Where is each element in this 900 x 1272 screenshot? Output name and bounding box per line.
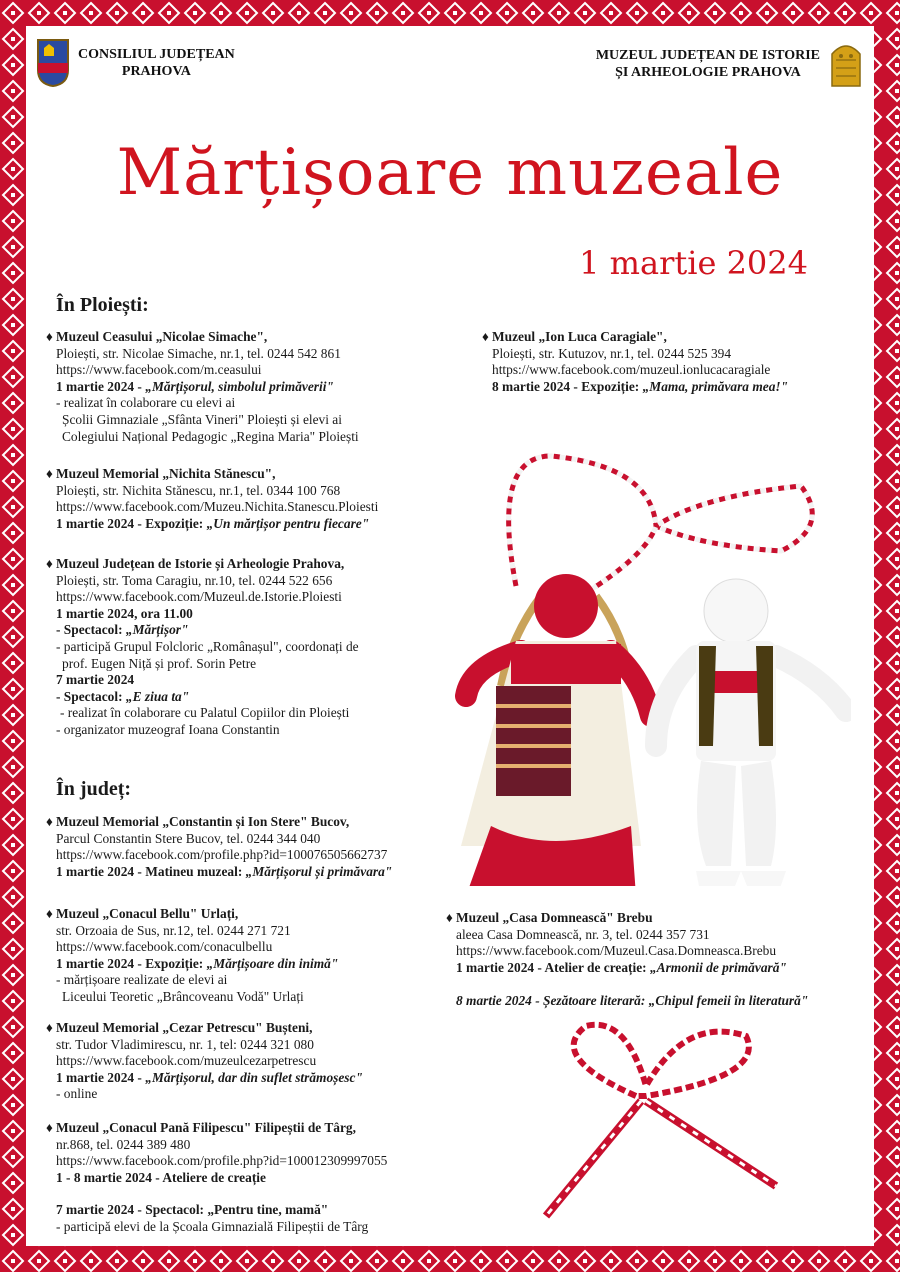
event-title: „Un mărțișor pentru fiecare": [206, 515, 370, 531]
event-title: „Mărțișorul, simbolul primăverii": [145, 378, 334, 394]
entry-name: Muzeul „Conacul Pană Filipescu" Filipeștii de Târg,: [56, 1120, 356, 1135]
event-date: 1 martie 2024 -: [56, 1069, 146, 1085]
entry-url[interactable]: https://www.facebook.com/Muzeul.Casa.Domneasca.Brebu: [456, 943, 777, 959]
coat-of-arms-icon: [36, 38, 70, 88]
event-note: - mărțișoare realizate de elevi ai: [56, 972, 228, 988]
entry-url[interactable]: https://www.facebook.com/muzeul.ionlucacaragiale: [492, 362, 771, 378]
entry-address: Ploiești, str. Nichita Stănescu, nr.1, tel. 0344 100 768: [56, 482, 341, 498]
boy-doll: [656, 579, 846, 886]
event-note: - online: [56, 1086, 98, 1102]
entry-address: Ploiești, str. Toma Caragiu, nr.10, tel. 0244 522 656: [56, 572, 333, 588]
diamond-bullet-icon: ♦: [46, 556, 53, 571]
diamond-bullet-icon: ♦: [46, 1120, 53, 1135]
event-note: - realizat în colaborare cu elevi ai: [56, 395, 236, 411]
event-date: 1 - 8 martie 2024 - Ateliere de creație: [56, 1169, 266, 1185]
event-note: Colegiului Național Pedagogic „Regina Maria" Ploiești: [62, 428, 359, 444]
diamond-bullet-icon: ♦: [46, 466, 53, 481]
entry-brebu: [446, 910, 808, 1010]
event-date: 1 martie 2024 - Matineu muzeal:: [56, 863, 246, 879]
event-note: - participă Grupul Folcloric „Românașul", coordonați de: [56, 638, 359, 654]
event-note: - realizat în colaborare cu Palatul Copiilor din Ploiești: [60, 705, 350, 721]
poster-date: 1 martie 2024: [579, 244, 808, 282]
event-date: 1 martie 2024 - Atelier de creație:: [456, 959, 650, 975]
martisor-dolls-illustration: [401, 426, 851, 886]
event-title: „Mărțișorul, dar din suflet strămoșesc": [145, 1069, 363, 1085]
martisor-bow-illustration: [526, 1016, 786, 1226]
entry-url[interactable]: https://www.facebook.com/conaculbellu: [56, 939, 273, 955]
entry-url[interactable]: https://www.facebook.com/Muzeu.Nichita.Stanescu.Ploiesti: [56, 499, 379, 515]
diamond-bullet-icon: ♦: [46, 814, 53, 829]
event-date: 1 martie 2024 - Expoziție:: [56, 955, 207, 971]
entry-address: str. Tudor Vladimirescu, nr. 1, tel: 0244 321 080: [56, 1036, 314, 1052]
event-date: 1 martie 2024 - Expoziție:: [56, 515, 207, 531]
event-title: 8 martie 2024 - Șezătoare literară: „Chipul femeii în literatură": [456, 993, 809, 1009]
entry-url[interactable]: https://www.facebook.com/m.ceasului: [56, 362, 262, 378]
event-label: - Spectacol:: [56, 622, 126, 638]
entry-address: Ploiești, str. Nicolae Simache, nr.1, tel. 0244 542 861: [56, 345, 341, 361]
entry-bellu: [46, 906, 338, 1006]
event-title: „Mărțișor": [125, 622, 189, 638]
entry-name: Muzeul „Conacul Bellu" Urlați,: [56, 906, 239, 921]
event-label: - Spectacol:: [56, 688, 126, 704]
entry-address: str. Orzoaia de Sus, nr.12, tel. 0244 271 721: [56, 922, 291, 938]
header-left-line1: CONSILIUL JUDEȚEAN: [78, 47, 235, 62]
event-date: 7 martie 2024: [56, 672, 135, 688]
poster: [26, 26, 874, 1246]
entry-ceasului: [46, 329, 359, 445]
entry-url[interactable]: https://www.facebook.com/profile.php?id=100076505662737: [56, 847, 388, 863]
event-title: „Armonii de primăvară": [649, 959, 787, 975]
header-left: [36, 38, 235, 88]
event-date: 8 martie 2024 - Expoziție:: [492, 378, 643, 394]
entry-address: Ploiești, str. Kutuzov, nr.1, tel. 0244 525 394: [492, 345, 732, 361]
event-date: 1 martie 2024 -: [56, 378, 146, 394]
entry-filipescu: [46, 1120, 387, 1236]
event-date: 1 martie 2024, ora 11.00: [56, 605, 193, 621]
event-note: - participă elevi de la Școala Gimnazială Filipeștii de Târg: [56, 1218, 369, 1234]
diamond-bullet-icon: ♦: [482, 329, 489, 344]
event-title: „Mărțișorul și primăvara": [245, 863, 393, 879]
golden-helmet-icon: [828, 38, 864, 90]
entry-istorie: [46, 556, 359, 739]
entry-address: nr.868, tel. 0244 389 480: [56, 1136, 191, 1152]
entry-name: Muzeul Memorial „Cezar Petrescu" Bușteni,: [56, 1020, 313, 1035]
entry-caragiale: [482, 329, 788, 395]
header-right: [596, 38, 864, 90]
diamond-bullet-icon: ♦: [46, 329, 53, 344]
header-left-line2: PRAHOVA: [121, 64, 191, 79]
header-right-line1: MUZEUL JUDEȚEAN DE ISTORIE: [595, 48, 820, 63]
entry-address: Parcul Constantin Stere Bucov, tel. 0244 344 040: [56, 830, 321, 846]
diamond-bullet-icon: ♦: [46, 1020, 53, 1035]
event-title: „Mama, primăvara mea!": [642, 378, 789, 394]
section-judet: În județ:: [56, 778, 132, 800]
entry-url[interactable]: https://www.facebook.com/muzeulcezarpetrescu: [56, 1053, 317, 1069]
entry-url[interactable]: https://www.facebook.com/Muzeul.de.Istorie.Ploiesti: [56, 589, 342, 605]
entry-url[interactable]: https://www.facebook.com/profile.php?id=100012309997055: [56, 1153, 388, 1169]
entry-name: Muzeul Memorial „Nichita Stănescu",: [56, 466, 276, 481]
entry-name: Muzeul Județean de Istorie și Arheologie Prahova,: [56, 556, 345, 571]
poster-title: Mărțișoare muzeale: [116, 136, 784, 210]
entry-stere: [46, 814, 392, 880]
diamond-bullet-icon: ♦: [446, 910, 453, 925]
entry-name: Muzeul „Casa Domnească" Brebu: [456, 910, 653, 925]
event-title: 7 martie 2024 - Spectacol: „Pentru tine, mamă": [56, 1202, 329, 1218]
girl-doll: [461, 574, 651, 886]
event-note: Liceului Teoretic „Brâncoveanu Vodă" Urlați: [62, 988, 304, 1004]
section-ploiesti: În Ploiești:: [56, 294, 149, 316]
event-note: Școlii Gimnaziale „Sfânta Vineri" Ploiești și elevi ai: [62, 411, 342, 427]
entry-name: Muzeul „Ion Luca Caragiale",: [492, 329, 667, 344]
entry-petrescu: [46, 1020, 363, 1103]
entry-name: Muzeul Ceasului „Nicolae Simache",: [56, 329, 268, 344]
diamond-bullet-icon: ♦: [46, 906, 53, 921]
event-title: „E ziua ta": [125, 688, 190, 704]
entry-stanescu: [46, 466, 378, 532]
header-right-line2: ȘI ARHEOLOGIE PRAHOVA: [615, 65, 801, 80]
entry-name: Muzeul Memorial „Constantin și Ion Stere" Bucov,: [56, 814, 350, 829]
event-note: prof. Eugen Niță și prof. Sorin Petre: [62, 655, 257, 671]
entry-address: aleea Casa Domnească, nr. 3, tel. 0244 357 731: [456, 926, 710, 942]
event-note: - organizator muzeograf Ioana Constantin: [56, 721, 280, 737]
event-title: „Mărțișoare din inimă": [206, 955, 339, 971]
